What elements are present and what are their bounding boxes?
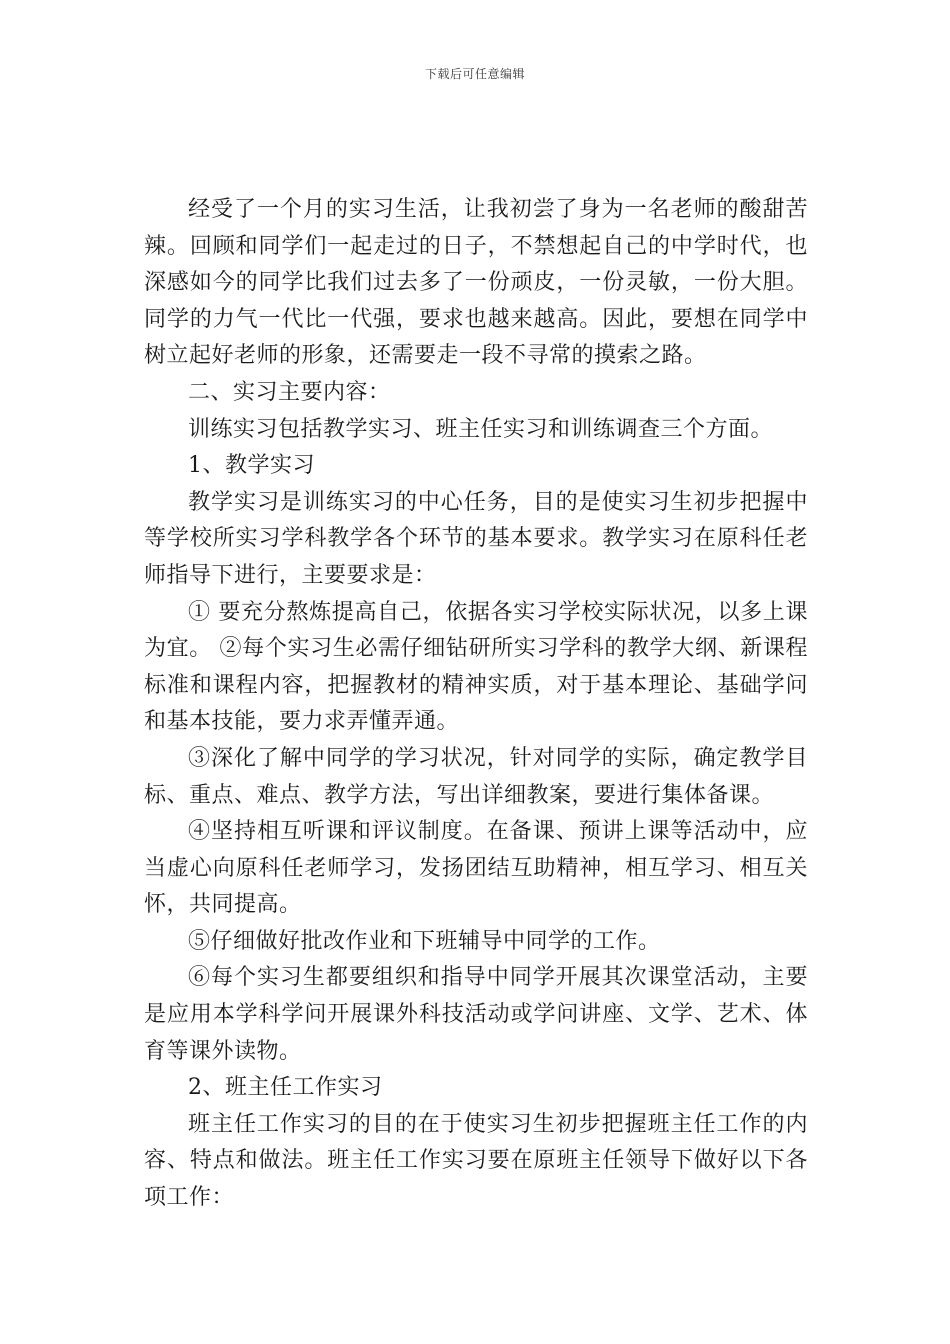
paragraph-item-5: ⑤仔细做好批改作业和下班辅导中同学的工作。 [188,928,661,954]
paragraph-item-4: ④坚持相互听课和评议制度。在备课、预讲上课等活动中，应当虚心向原科任老师学习，发扬团结互助精神，相互学习、相互关怀，共同提高。 [144,819,808,918]
paragraph-overview: 训练实习包括教学实习、班主任实习和训练调查三个方面。 [188,416,774,442]
paragraph-item-3: ③深化了解中同学的学习状况，针对同学的实际，确定教学目标、重点、难点、教学方法，写出详细教案，要进行集体备课。 [144,745,808,808]
header-note: 下载后可任意编辑 [424,67,525,81]
subheading-class-teacher-practice: 2、班主任工作实习 [188,1075,383,1101]
section-heading-main-content: 二、实习主要内容： [188,379,391,405]
document-body [144,192,808,1217]
paragraph-intro: 经受了一个月的实习生活，让我初尝了身为一名老师的酸甜苦辣。回顾和同学们一起走过的日子，不禁想起自己的中学时代，也深感如今的同学比我们过去多了一份顽皮，一份灵敏，一份大胆。同学的力气一代比一代强，要求也越来越高。因此，要想在同学中树立起好老师的形象，还需要走一段不寻常的摸索之路。 [144,197,808,369]
paragraph-item-6: ⑥每个实习生都要组织和指导中同学开展其次课堂活动，主要是应用本学科学问开展课外科技活动或学问讲座、文学、艺术、体育等课外读物。 [144,965,808,1064]
paragraph-item-1-2: ① 要充分熬炼提高自己，依据各实习学校实际状况，以多上课为宜。 ②每个实习生必需仔细钻研所实习学科的教学大纲、新课程标准和课程内容，把握教材的精神实质，对于基本理论、基础学问和基本技能，要力求弄懂弄通。 [144,599,808,735]
paragraph-teaching-practice: 教学实习是训练实习的中心任务，目的是使实习生初步把握中等学校所实习学科教学各个环节的基本要求。教学实习在原科任老师指导下进行，主要要求是： [144,489,808,588]
paragraph-class-teacher-practice: 班主任工作实习的目的在于使实习生初步把握班主任工作的内容、特点和做法。班主任工作实习要在原班主任领导下做好以下各项工作： [144,1111,808,1211]
subheading-teaching-practice: 1、教学实习 [188,453,315,479]
